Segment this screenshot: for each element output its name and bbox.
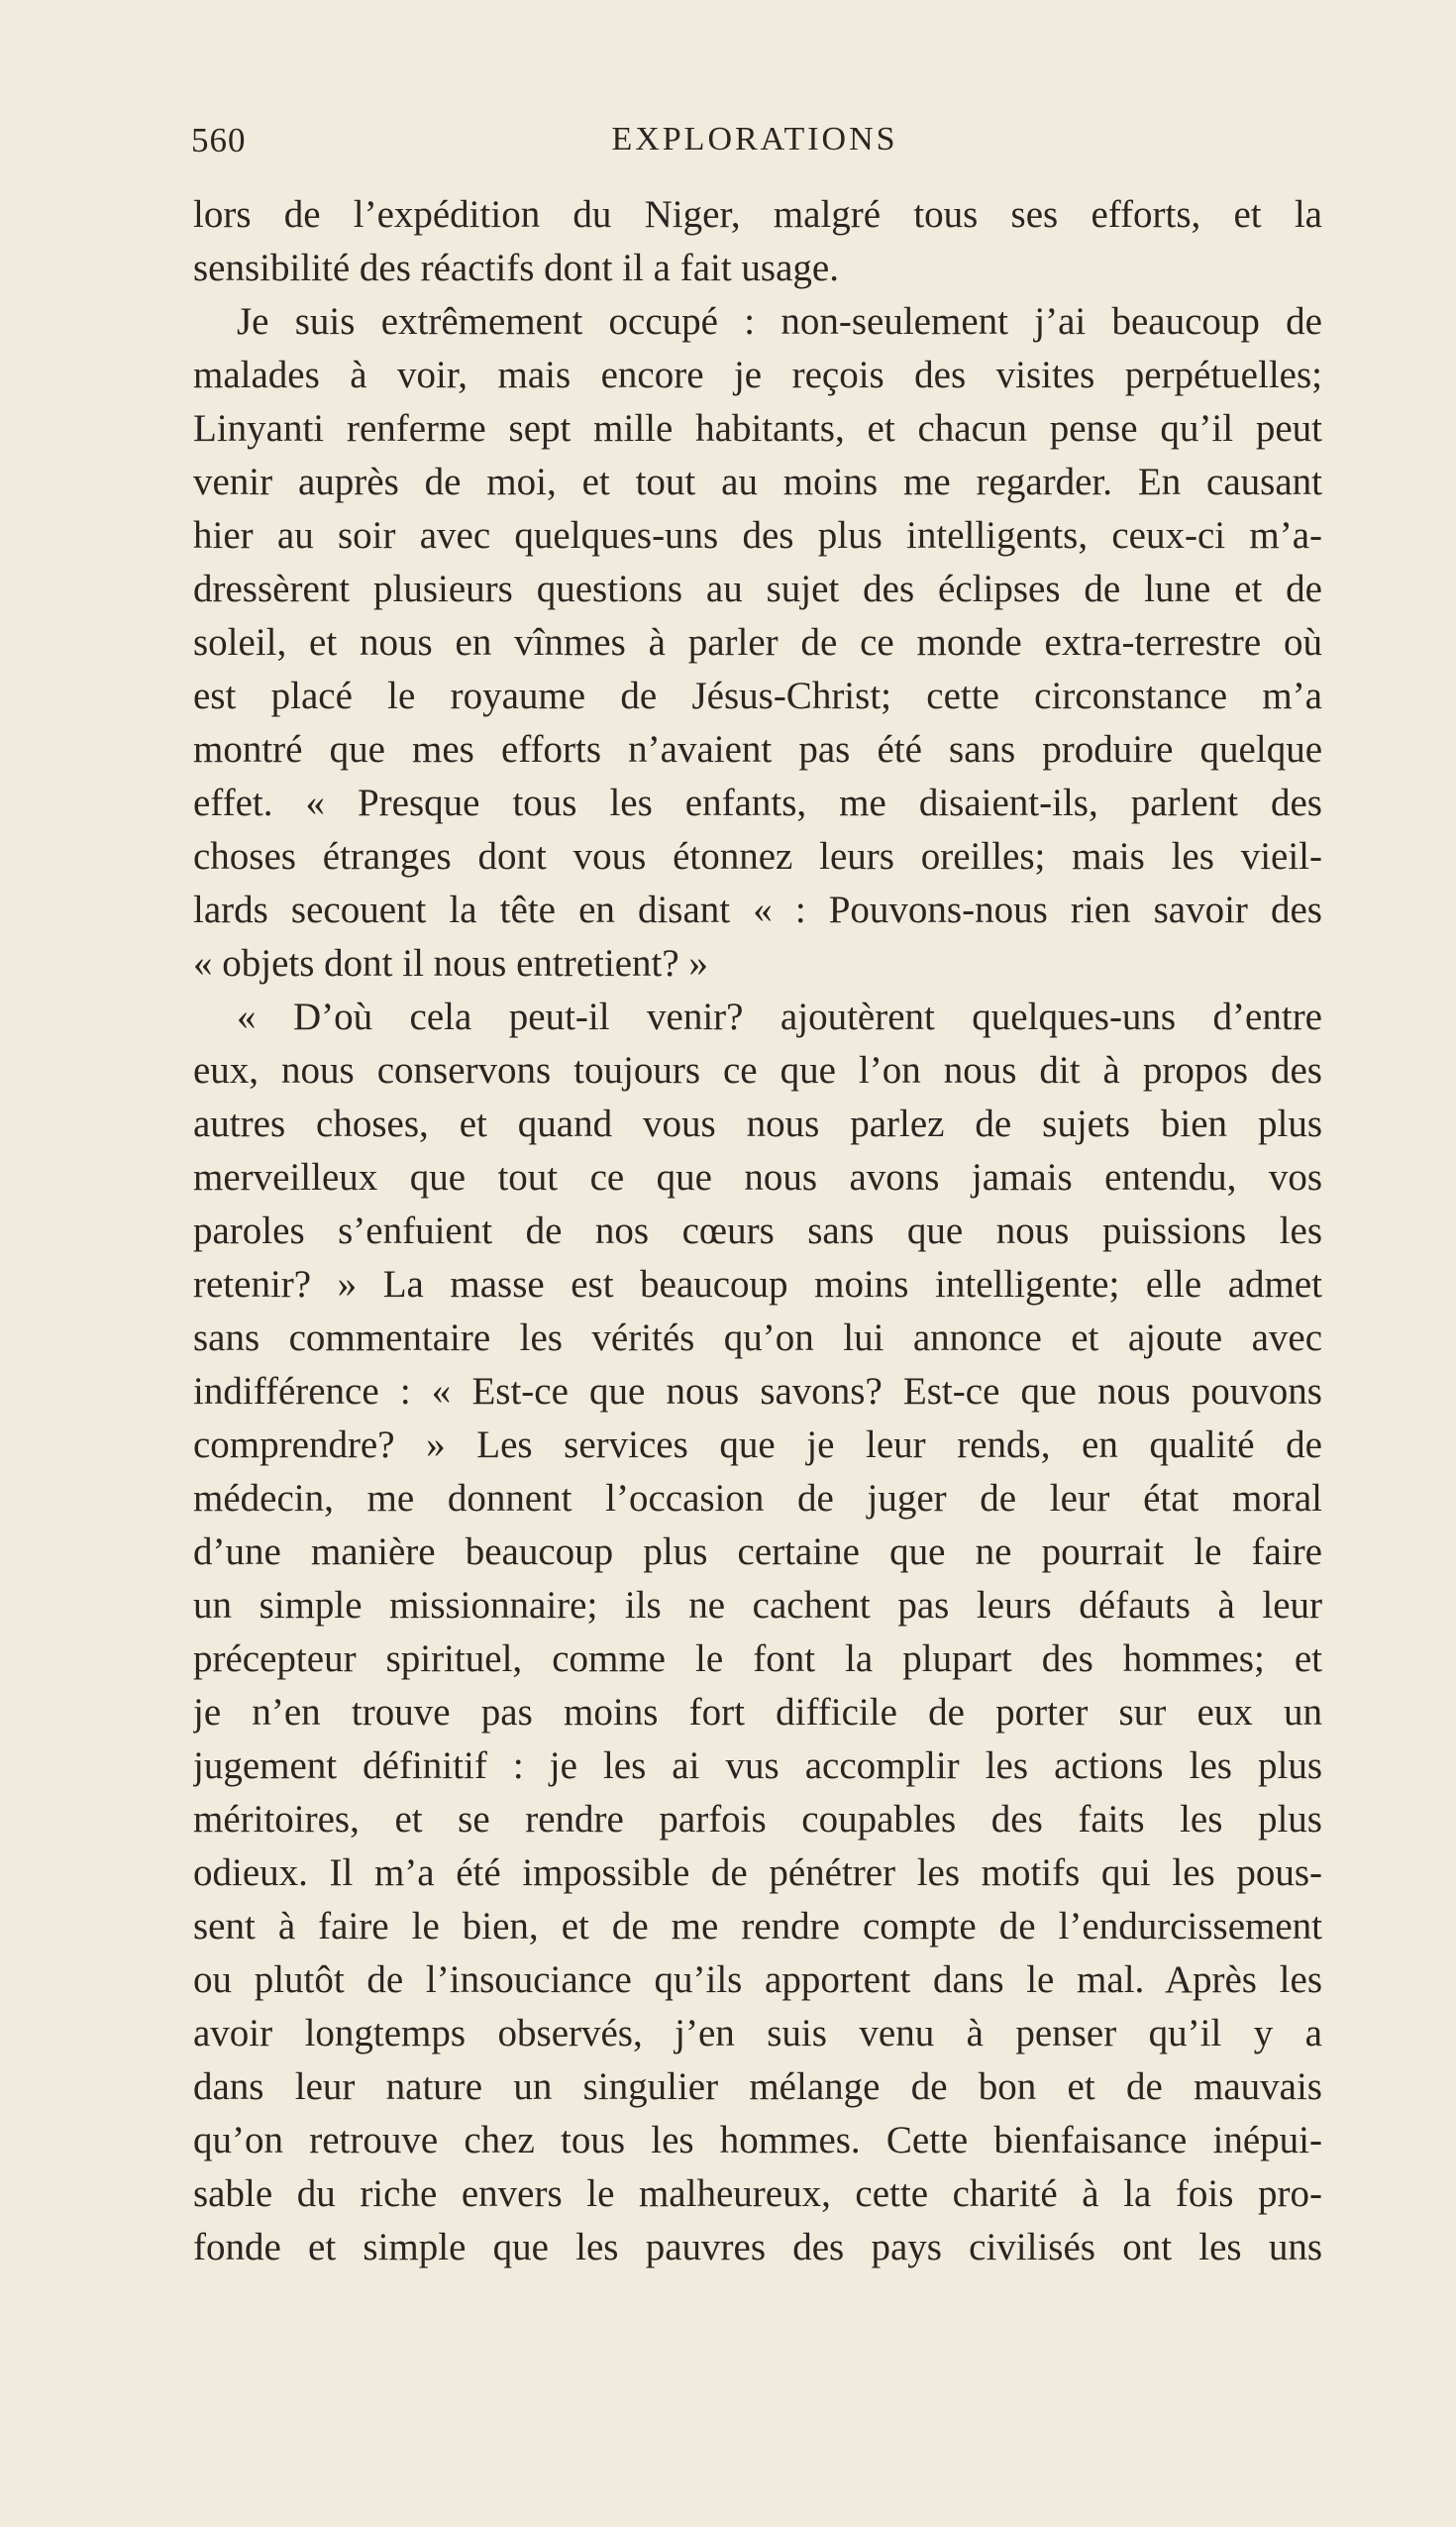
text-line: sable du riche envers le malheureux, cette charité à la fois pro-	[193, 2172, 1322, 2215]
text-line: ou plutôt de l’insouciance qu’ils apportent dans le mal. Après les	[193, 1958, 1322, 2001]
text-line: méritoires, et se rendre parfois coupables des faits les plus	[193, 1798, 1322, 1841]
text-line: hier au soir avec quelques-uns des plus intelligents, ceux-ci m’a-	[193, 514, 1322, 557]
text-line: d’une manière beaucoup plus certaine que ne pourrait le faire	[193, 1530, 1322, 1573]
text-line: choses étranges dont vous étonnez leurs oreilles; mais les vieil-	[193, 835, 1322, 878]
text-line: paroles s’enfuient de nos cœurs sans que nous puissions les	[193, 1210, 1322, 1252]
text-line: indifférence : « Est-ce que nous savons? Est-ce que nous pouvons	[193, 1370, 1322, 1413]
text-line: je n’en trouve pas moins fort difficile de porter sur eux un	[193, 1691, 1322, 1734]
text-line: Linyanti renferme sept mille habitants, et chacun pense qu’il peut	[193, 407, 1322, 450]
text-line: fonde et simple que les pauvres des pays civilisés ont les uns	[193, 2226, 1322, 2268]
text-line: « objets dont il nous entretient? »	[193, 942, 708, 985]
text-line: lors de l’expédition du Niger, malgré tous ses efforts, et la	[193, 193, 1322, 236]
text-line: comprendre? » Les services que je leur rends, en qualité de	[193, 1423, 1322, 1466]
text-line: odieux. Il m’a été impossible de pénétrer les motifs qui les pous-	[193, 1851, 1322, 1894]
text-line: autres choses, et quand vous nous parlez de sujets bien plus	[193, 1103, 1322, 1145]
text-line: retenir? » La masse est beaucoup moins intelligente; elle admet	[193, 1263, 1322, 1306]
text-line: dans leur nature un singulier mélange de bon et de mauvais	[193, 2065, 1322, 2108]
page-number: 560	[191, 121, 247, 159]
text-line: malades à voir, mais encore je reçois des visites perpétuelles;	[193, 354, 1322, 396]
text-line: qu’on retrouve chez tous les hommes. Cette bienfaisance inépui-	[193, 2119, 1322, 2161]
text-line: sent à faire le bien, et de me rendre compte de l’endurcissement	[193, 1905, 1322, 1948]
text-line: médecin, me donnent l’occasion de juger de leur état moral	[193, 1477, 1322, 1520]
text-line: avoir longtemps observés, j’en suis venu à penser qu’il y a	[193, 2012, 1322, 2054]
text-line: montré que mes efforts n’avaient pas été sans produire quelque	[193, 728, 1322, 771]
running-title: EXPLORATIONS	[611, 121, 898, 158]
text-line: soleil, et nous en vînmes à parler de ce monde extra-terrestre où	[193, 621, 1322, 664]
text-line: sensibilité des réactifs dont il a fait usage.	[193, 247, 839, 289]
text-line: est placé le royaume de Jésus-Christ; cette circonstance m’a	[193, 675, 1322, 717]
text-line: Je suis extrêmement occupé : non-seulement j’ai beaucoup de	[237, 300, 1322, 343]
body-text	[193, 188, 1322, 2274]
text-line: merveilleux que tout ce que nous avons jamais entendu, vos	[193, 1156, 1322, 1199]
text-line: dressèrent plusieurs questions au sujet des éclipses de lune et de	[193, 568, 1322, 610]
running-head	[191, 121, 1318, 172]
text-line: jugement définitif : je les ai vus accomplir les actions les plus	[193, 1744, 1322, 1787]
text-line: un simple missionnaire; ils ne cachent pas leurs défauts à leur	[193, 1584, 1322, 1627]
text-line: sans commentaire les vérités qu’on lui annonce et ajoute avec	[193, 1316, 1322, 1359]
text-line: précepteur spirituel, comme le font la plupart des hommes; et	[193, 1637, 1322, 1680]
text-line: « D’où cela peut-il venir? ajoutèrent quelques-uns d’entre	[237, 996, 1322, 1038]
text-line: lards secouent la tête en disant « : Pouvons-nous rien savoir des	[193, 889, 1322, 931]
text-line: effet. « Presque tous les enfants, me disaient-ils, parlent des	[193, 782, 1322, 824]
text-line: venir auprès de moi, et tout au moins me regarder. En causant	[193, 461, 1322, 503]
text-line: eux, nous conservons toujours ce que l’on nous dit à propos des	[193, 1049, 1322, 1092]
